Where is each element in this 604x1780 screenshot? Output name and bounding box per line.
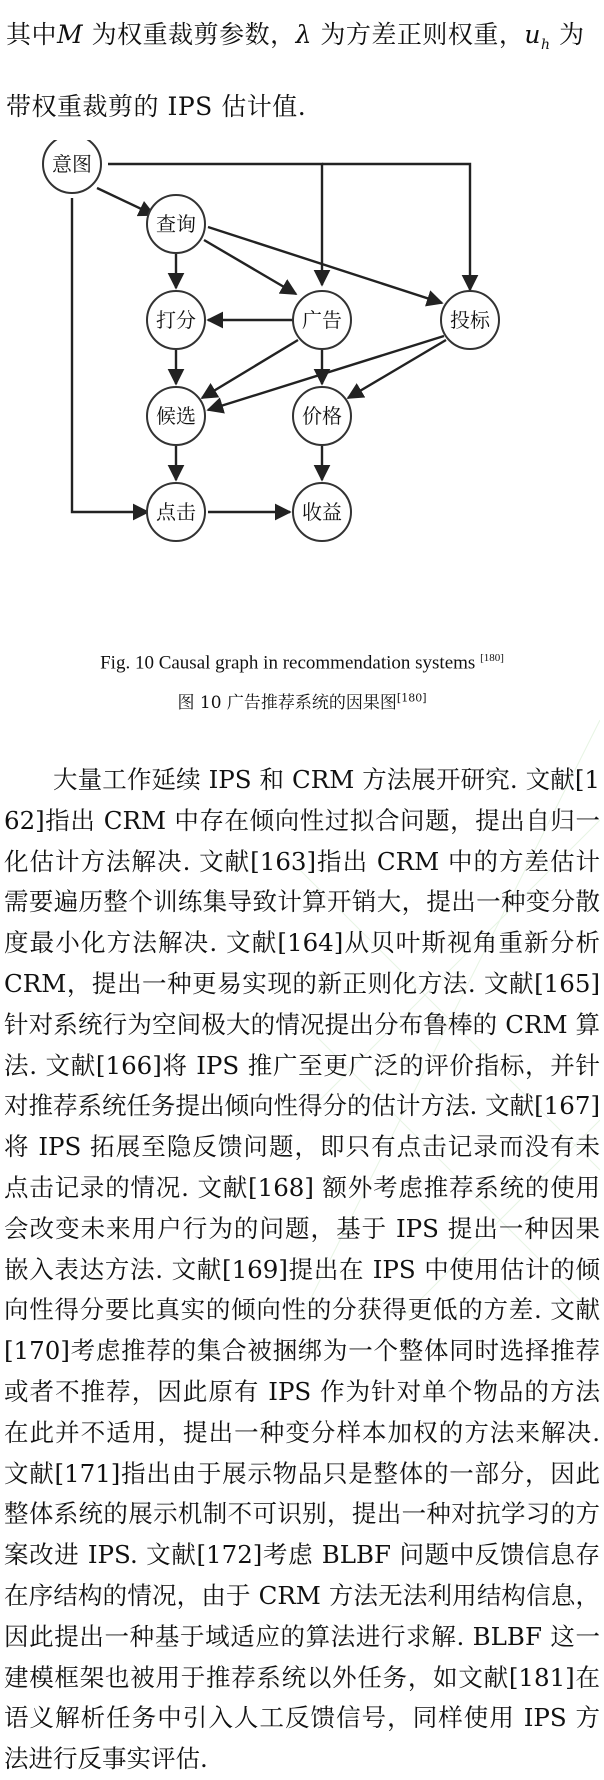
math-variable-lambda: λ (295, 20, 312, 49)
edge-intent-query (97, 188, 154, 215)
node-bid (441, 291, 499, 349)
node-price-label: 价格 (302, 404, 342, 428)
node-intent (43, 140, 101, 193)
edge-intent-ad (108, 164, 322, 285)
figure-caption-chinese (0, 688, 604, 713)
causal-graph-diagram (0, 140, 604, 640)
node-click-label: 点击 (156, 500, 196, 524)
node-query (147, 195, 205, 253)
node-revenue-label: 收益 (302, 500, 342, 524)
edge-query-ad (204, 240, 296, 294)
node-candidate (147, 387, 205, 445)
node-intent-label: 意图 (52, 152, 92, 176)
top-paragraph (6, 4, 598, 138)
node-score (147, 291, 205, 349)
body-paragraph: 大量工作延续 IPS 和 CRM 方法展开研究. 文献[162]指出 CRM 中存在倾向性过拟合问题，提出自归一化估计方法解决. 文献[163]指出 CRM 中的方差估计需要遍历整个训练集导致计算开销大，提出一种变分散度最小化方法解决. 文献[164]从贝叶斯视角重新分析 CRM，提出一种更易实现的新正则化方法. 文献[165]针对系统行为空间极大的情况提出分布鲁棒的 CRM 算法. 文献[166]将 IPS 推广至更广泛的评价指标，并针对推荐系统任务提出倾向性得分的估计方法. 文献[167]将 IPS 拓展至隐反馈问题，即只有点击记录而没有未点击记录的情况. 文献[168] 额外考虑推荐系统的使用会改变未来用户行为的问题，基于 IPS 提出一种因果嵌入表达方法. 文献[169]提出在 IPS 中使用估计的倾向性得分要比真实的倾向性的分获得更低的方差. 文献[170]考虑推荐的集合被捆绑为一个整体同时选择推荐或者不推荐，因此原有 IPS 作为针对单个物品的方法在此并不适用，提出一种变分样本加权的方法来解决. 文献[171]指出由于展示物品只是整体的一部分，因此整体系统的展示机制不可识别，提出一种对抗学习的方案改进 IPS. 文献[172]考虑 BLBF 问题中反馈信息存在序结构的情况，由于 CRM 方法无法利用结构信息，因此提出一种基于域适应的算法进行求解. BLBF 这一建模框架也被用于推荐系统以外任务，如文献[181]在语义解析任务中引入人工反馈信号，同样使用 IPS 方法进行反事实评估. (4, 765, 600, 1774)
node-bid-label: 投标 (450, 308, 490, 332)
node-revenue (293, 483, 351, 541)
figure-caption-english (0, 652, 604, 674)
text-fragment: 为方差正则权重， (311, 20, 525, 49)
node-ad (293, 291, 351, 349)
node-score-label: 打分 (156, 308, 196, 332)
node-click (147, 483, 205, 541)
math-variable-M: M (57, 20, 84, 49)
edge-ad-candidate (202, 340, 298, 398)
text-fragment: 为权重裁剪参数， (83, 20, 296, 49)
caption-zh-reference: [180] (396, 691, 427, 705)
caption-en-reference: [180] (480, 652, 504, 664)
text-fragment: 其中 (6, 20, 58, 49)
caption-en-text: Fig. 10 Causal graph in recommendation systems (100, 652, 476, 674)
math-variable-u: u (524, 20, 541, 49)
caption-zh-text: 图 10 广告推荐系统的因果图 (177, 693, 397, 713)
node-ad-label: 广告 (302, 308, 342, 332)
graph-edges (72, 164, 470, 512)
node-candidate-label: 候选 (156, 404, 196, 428)
edge-bid-price (348, 340, 446, 398)
node-query-label: 查询 (156, 212, 196, 236)
text-fragment: 为带权重裁剪的 IPS 估计值. (6, 20, 585, 121)
edge-intent-click (72, 198, 148, 512)
math-subscript-h: h (541, 37, 551, 53)
node-price (293, 387, 351, 445)
